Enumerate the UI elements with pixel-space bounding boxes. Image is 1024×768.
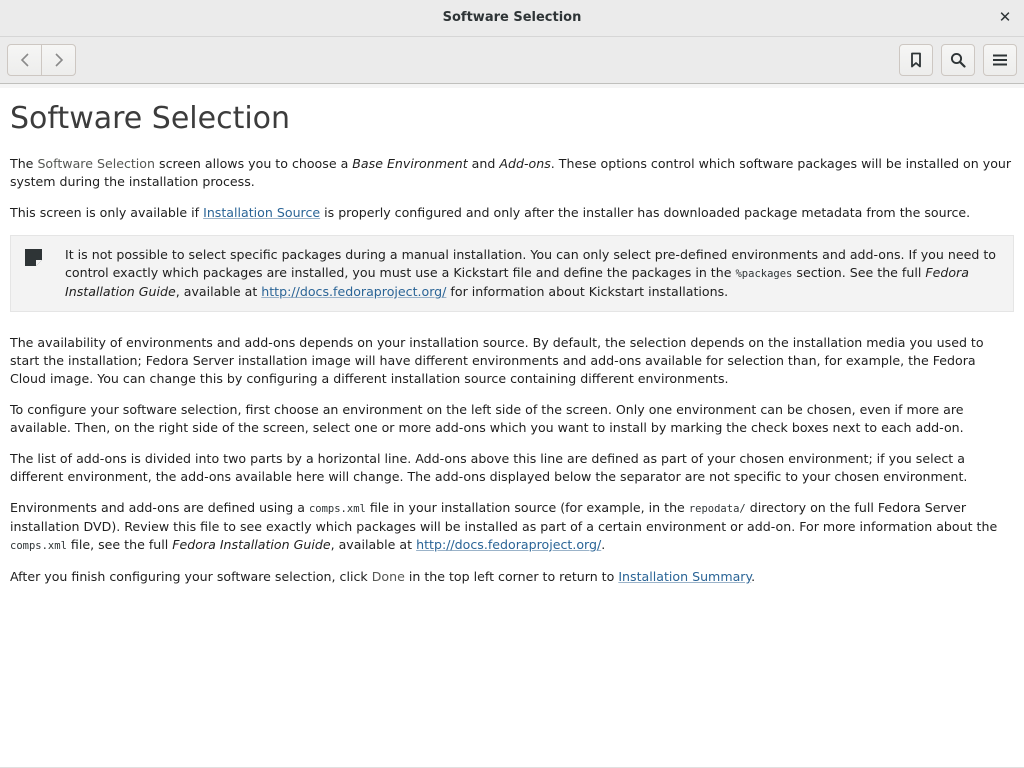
docs-link[interactable]: http://docs.fedoraproject.org/ bbox=[416, 537, 602, 552]
search-button[interactable] bbox=[941, 44, 975, 76]
chevron-left-icon bbox=[19, 52, 31, 68]
text: , available at bbox=[330, 537, 417, 552]
forward-button[interactable] bbox=[41, 44, 76, 76]
bookmark-button[interactable] bbox=[899, 44, 933, 76]
header-bar bbox=[0, 37, 1024, 84]
text: After you finish configuring your software selection, click bbox=[10, 569, 372, 584]
add-ons-list-paragraph: The list of add-ons is divided into two parts by a horizontal line. Add-ons above this line are defined as part of your chosen environment; if you select a different environment, the add-ons available here will change. The add-ons displayed below the separator are not specific to your chosen environment. bbox=[10, 451, 968, 484]
text: is properly configured and only after the installer has downloaded package metadata from the source. bbox=[320, 205, 971, 220]
text: directory on the full Fedora Server installation DVD). Review this file to see exactly which packages will be installed as part of a certain environment or add-on. For more information about the bbox=[10, 500, 998, 534]
menu-button[interactable] bbox=[983, 44, 1017, 76]
gui-label-software-selection: Software Selection bbox=[37, 156, 155, 171]
close-icon[interactable]: ✕ bbox=[998, 8, 1012, 26]
bookmark-icon bbox=[909, 52, 923, 68]
code-comps-xml: comps.xml bbox=[308, 503, 366, 515]
emphasis-guide-title: Fedora Installation Guide bbox=[172, 537, 331, 552]
installation-summary-link[interactable]: Installation Summary bbox=[618, 569, 752, 584]
intro-paragraph bbox=[10, 155, 1014, 191]
page-title: Software Selection bbox=[10, 101, 291, 136]
note-icon bbox=[24, 248, 43, 267]
text: It is not possible to select specific packages during a manual installation. You can only select pre-defined environments and add-ons. If you need to control exactly which packages are installed, you must use a Kickstart file and define the packages in the bbox=[65, 247, 996, 280]
window-title: Software Selection bbox=[442, 10, 582, 25]
hamburger-menu-icon bbox=[992, 52, 1008, 68]
text: . bbox=[601, 537, 606, 552]
text: . bbox=[751, 569, 756, 584]
text: file, see the full bbox=[66, 537, 173, 552]
availability-source-paragraph: The availability of environments and add-ons depends on your installation source. By default, the selection depends on the installation media you used to start the installation; Fedora Server installation image will have different environments and add-ons available for selection than, for example, the Fedora Cloud image. You can change this by configuring a different installation source containing different environments. bbox=[10, 335, 984, 386]
text: and bbox=[467, 156, 500, 171]
text: section. See the full bbox=[792, 265, 926, 280]
text: , available at bbox=[175, 284, 262, 299]
finish-paragraph bbox=[10, 568, 1014, 586]
availability-paragraph bbox=[10, 204, 1014, 222]
text: screen allows you to choose a bbox=[155, 156, 353, 171]
help-content bbox=[10, 96, 1014, 599]
code-packages: %packages bbox=[735, 268, 793, 280]
text: The bbox=[10, 156, 38, 171]
comps-paragraph bbox=[10, 499, 1014, 555]
text: Environments and add-ons are defined using a bbox=[10, 500, 309, 515]
configure-paragraph: To configure your software selection, first choose an environment on the left side of the screen. Only one environment can be chosen, even if more are available. Then, on the right side of the screen, select one or more add-ons which you want to install by marking the check boxes next to each add-on. bbox=[10, 402, 964, 435]
docs-link[interactable]: http://docs.fedoraproject.org/ bbox=[261, 284, 447, 299]
emphasis-guide-title: Fedora Installation Guide bbox=[65, 265, 969, 299]
text: in the top left corner to return to bbox=[404, 569, 619, 584]
text: file in your installation source (for example, in the bbox=[365, 500, 689, 515]
back-button[interactable] bbox=[7, 44, 42, 76]
search-icon bbox=[950, 52, 966, 68]
gui-label-done: Done bbox=[371, 569, 405, 584]
text: This screen is only available if bbox=[10, 205, 204, 220]
emphasis-add-ons: Add-ons bbox=[499, 156, 551, 171]
note-box bbox=[10, 235, 1014, 312]
code-repodata: repodata/ bbox=[688, 503, 746, 515]
title-bar bbox=[0, 0, 1024, 37]
text: for information about Kickstart installations. bbox=[446, 284, 729, 299]
header-separator bbox=[0, 84, 1024, 88]
chevron-right-icon bbox=[53, 52, 65, 68]
code-comps-xml: comps.xml bbox=[10, 540, 67, 552]
emphasis-base-environment: Base Environment bbox=[352, 156, 468, 171]
installation-source-link[interactable]: Installation Source bbox=[203, 205, 321, 220]
text: . These options control which software packages will be installed on your system during the installation process. bbox=[10, 156, 1012, 189]
